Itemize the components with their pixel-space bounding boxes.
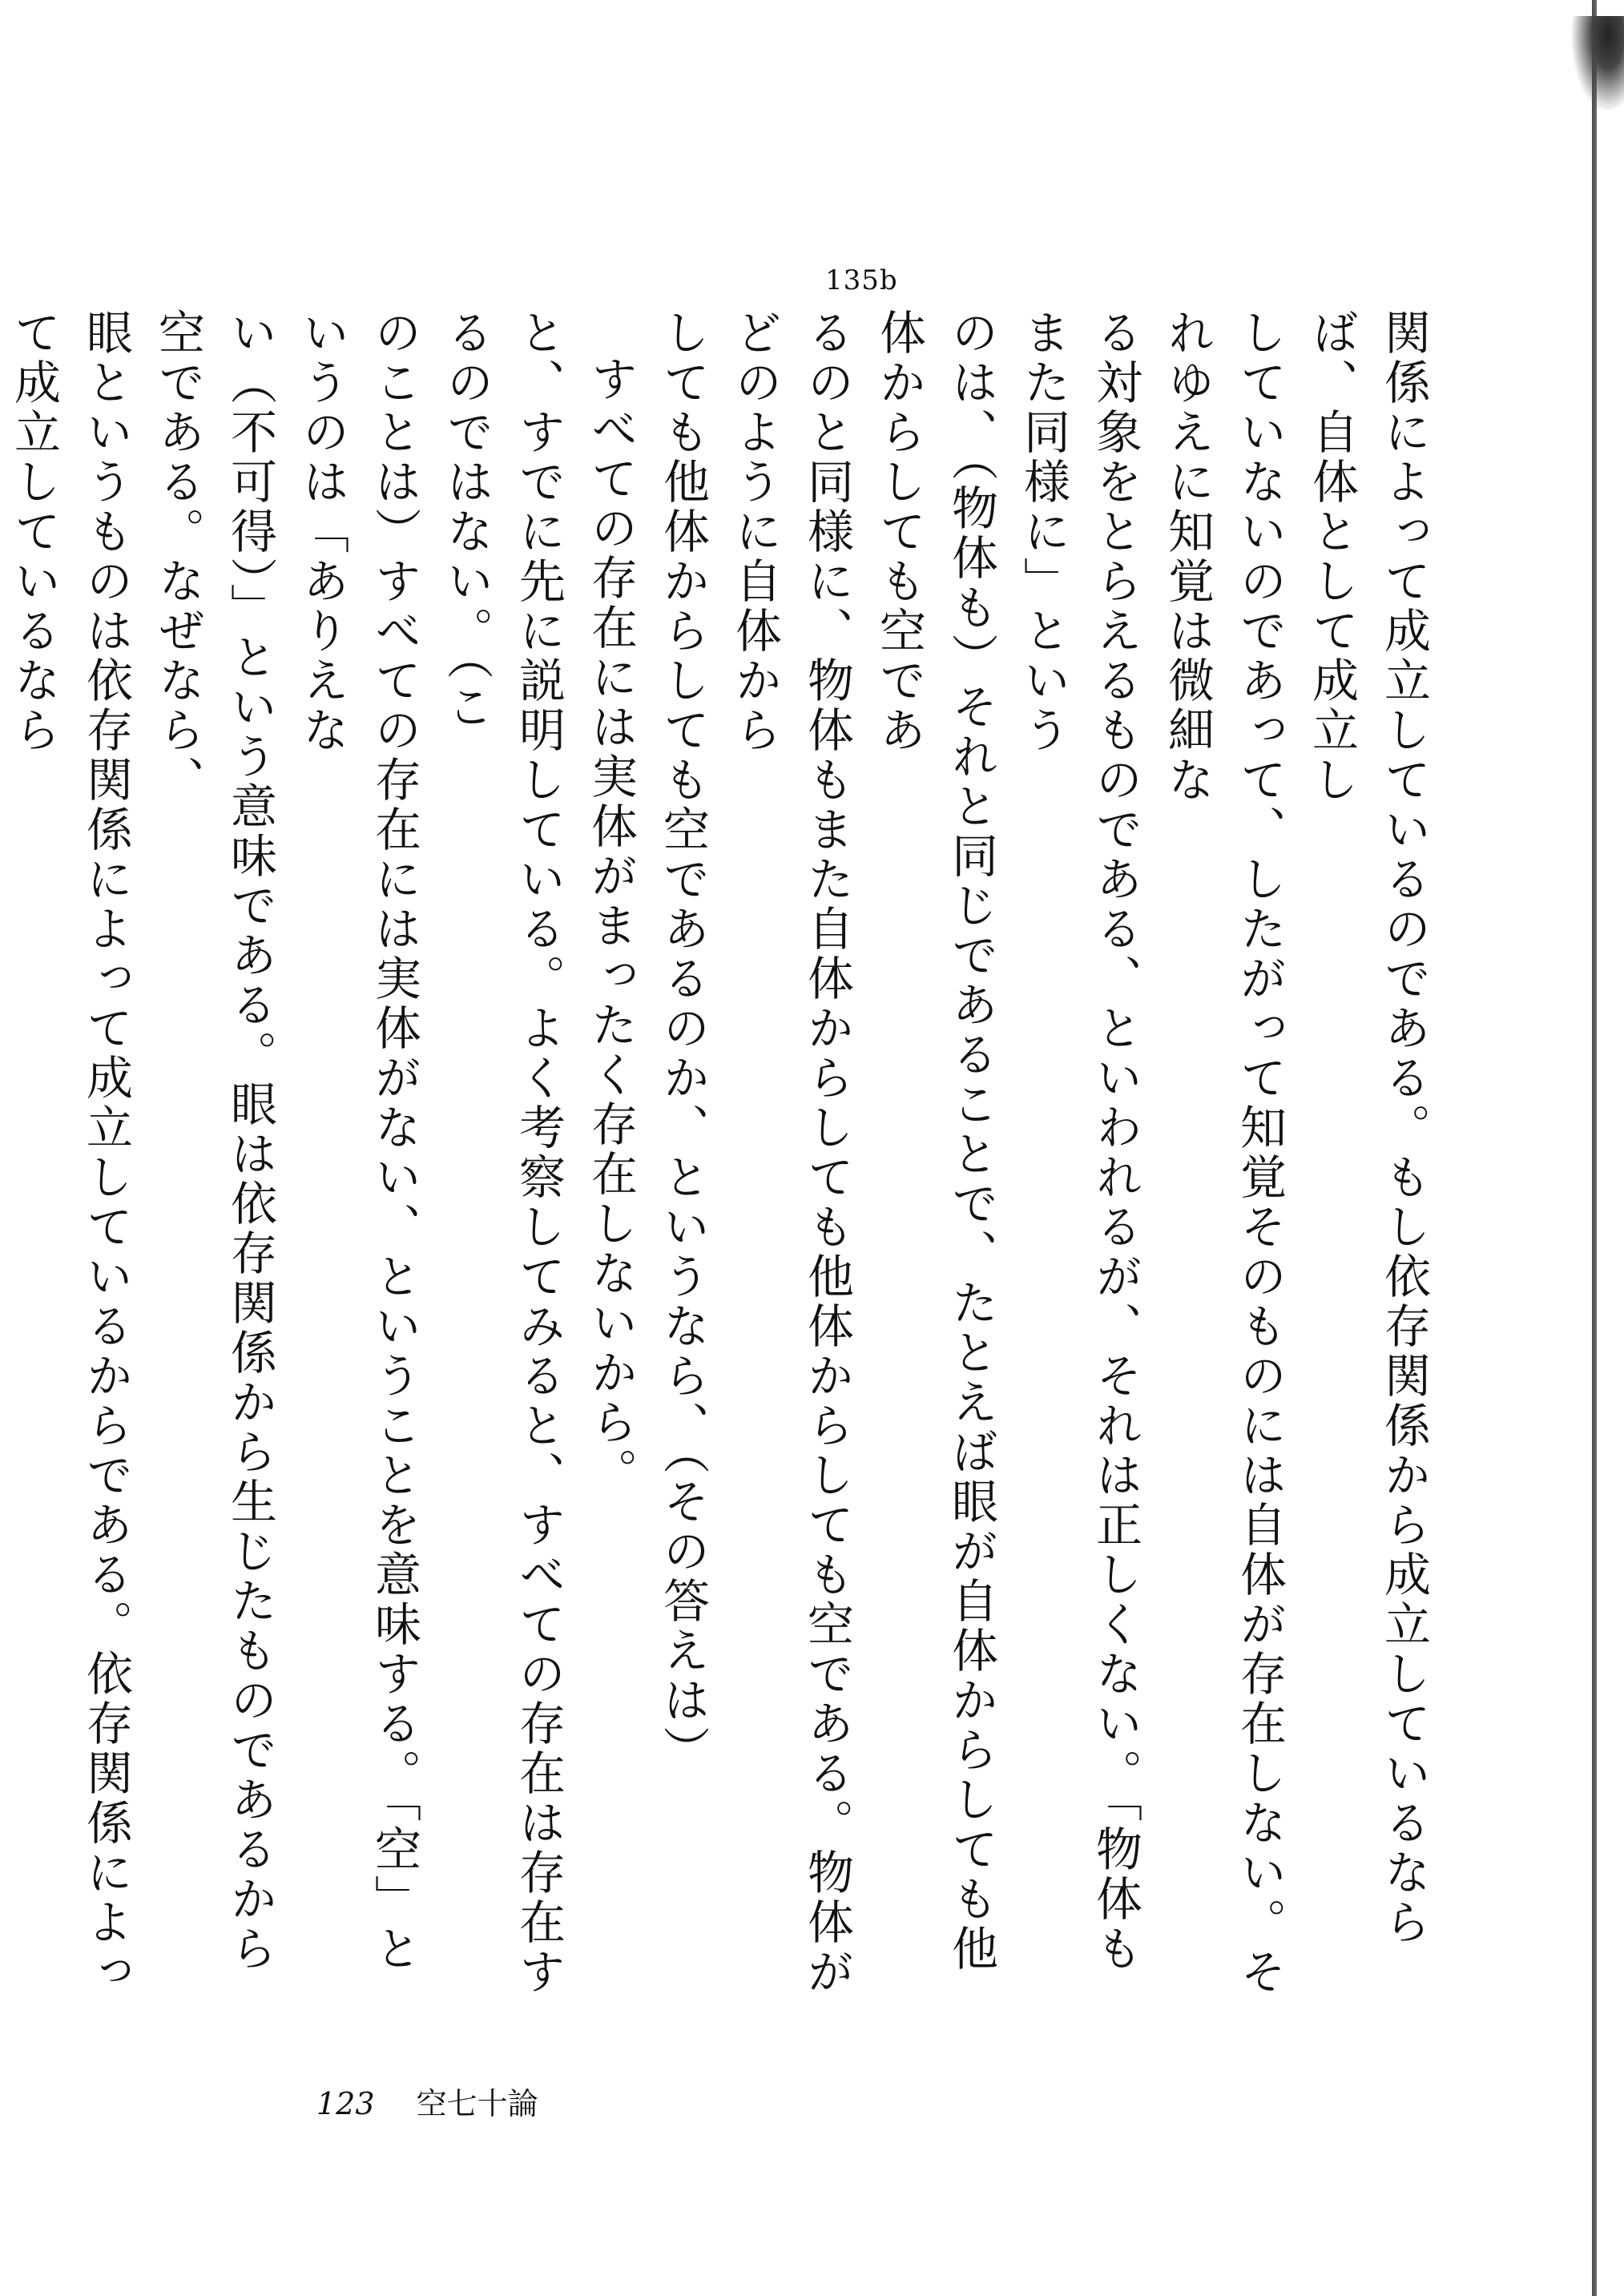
text-line: のことは）すべての存在には実体がない、ということを意味する。「空」というのは「ありえな <box>295 308 421 1974</box>
page-footer <box>316 2079 538 2123</box>
text-line: 眼というものは依存関係によって成立しているからである。依存関係によって成立しているなら <box>6 308 133 1997</box>
text-line: 関係によって成立しているのである。もし依存関係から成立しているならば、自体として成立し <box>1304 308 1431 1948</box>
text-line: い（不可得）」という意味である。眼は依存関係から生じたものであるから空である。なぜなら、 <box>151 308 277 1974</box>
text-line: していないのであって、したがって知覚そのものには自体が存在しない。それゆえに知覚は微細な <box>1160 308 1287 1997</box>
quoted-verse-line: すべての存在には実体がまったく存在しないから。 <box>583 355 638 1497</box>
section-marker: 135b <box>825 264 898 296</box>
scan-edge-top <box>1570 16 1624 112</box>
text-line: しても他体からしても空であるのか、というなら、（その答えは） <box>655 308 710 1775</box>
text-line: る対象をとらえるものである、といわれるが、それは正しくない。「物体もまた同様に」という <box>1016 308 1142 1974</box>
text-line: るのと同様に、物体もまた自体からしても他体からしても空である。物体がどのように自体から <box>727 308 854 1997</box>
running-title: 空七十論 <box>416 2086 538 2121</box>
text-line: のは、（物体も）それと同じであることで、たとえば眼が自体からしても他体からしても空であ <box>872 308 998 1974</box>
scan-edge <box>1592 0 1597 2296</box>
text-line: と、すでに先に説明している。よく考察してみると、すべての存在は存在するのではない。（こ <box>439 308 566 1997</box>
vertical-text-body <box>0 308 1440 2023</box>
page-number: 123 <box>316 2086 375 2121</box>
